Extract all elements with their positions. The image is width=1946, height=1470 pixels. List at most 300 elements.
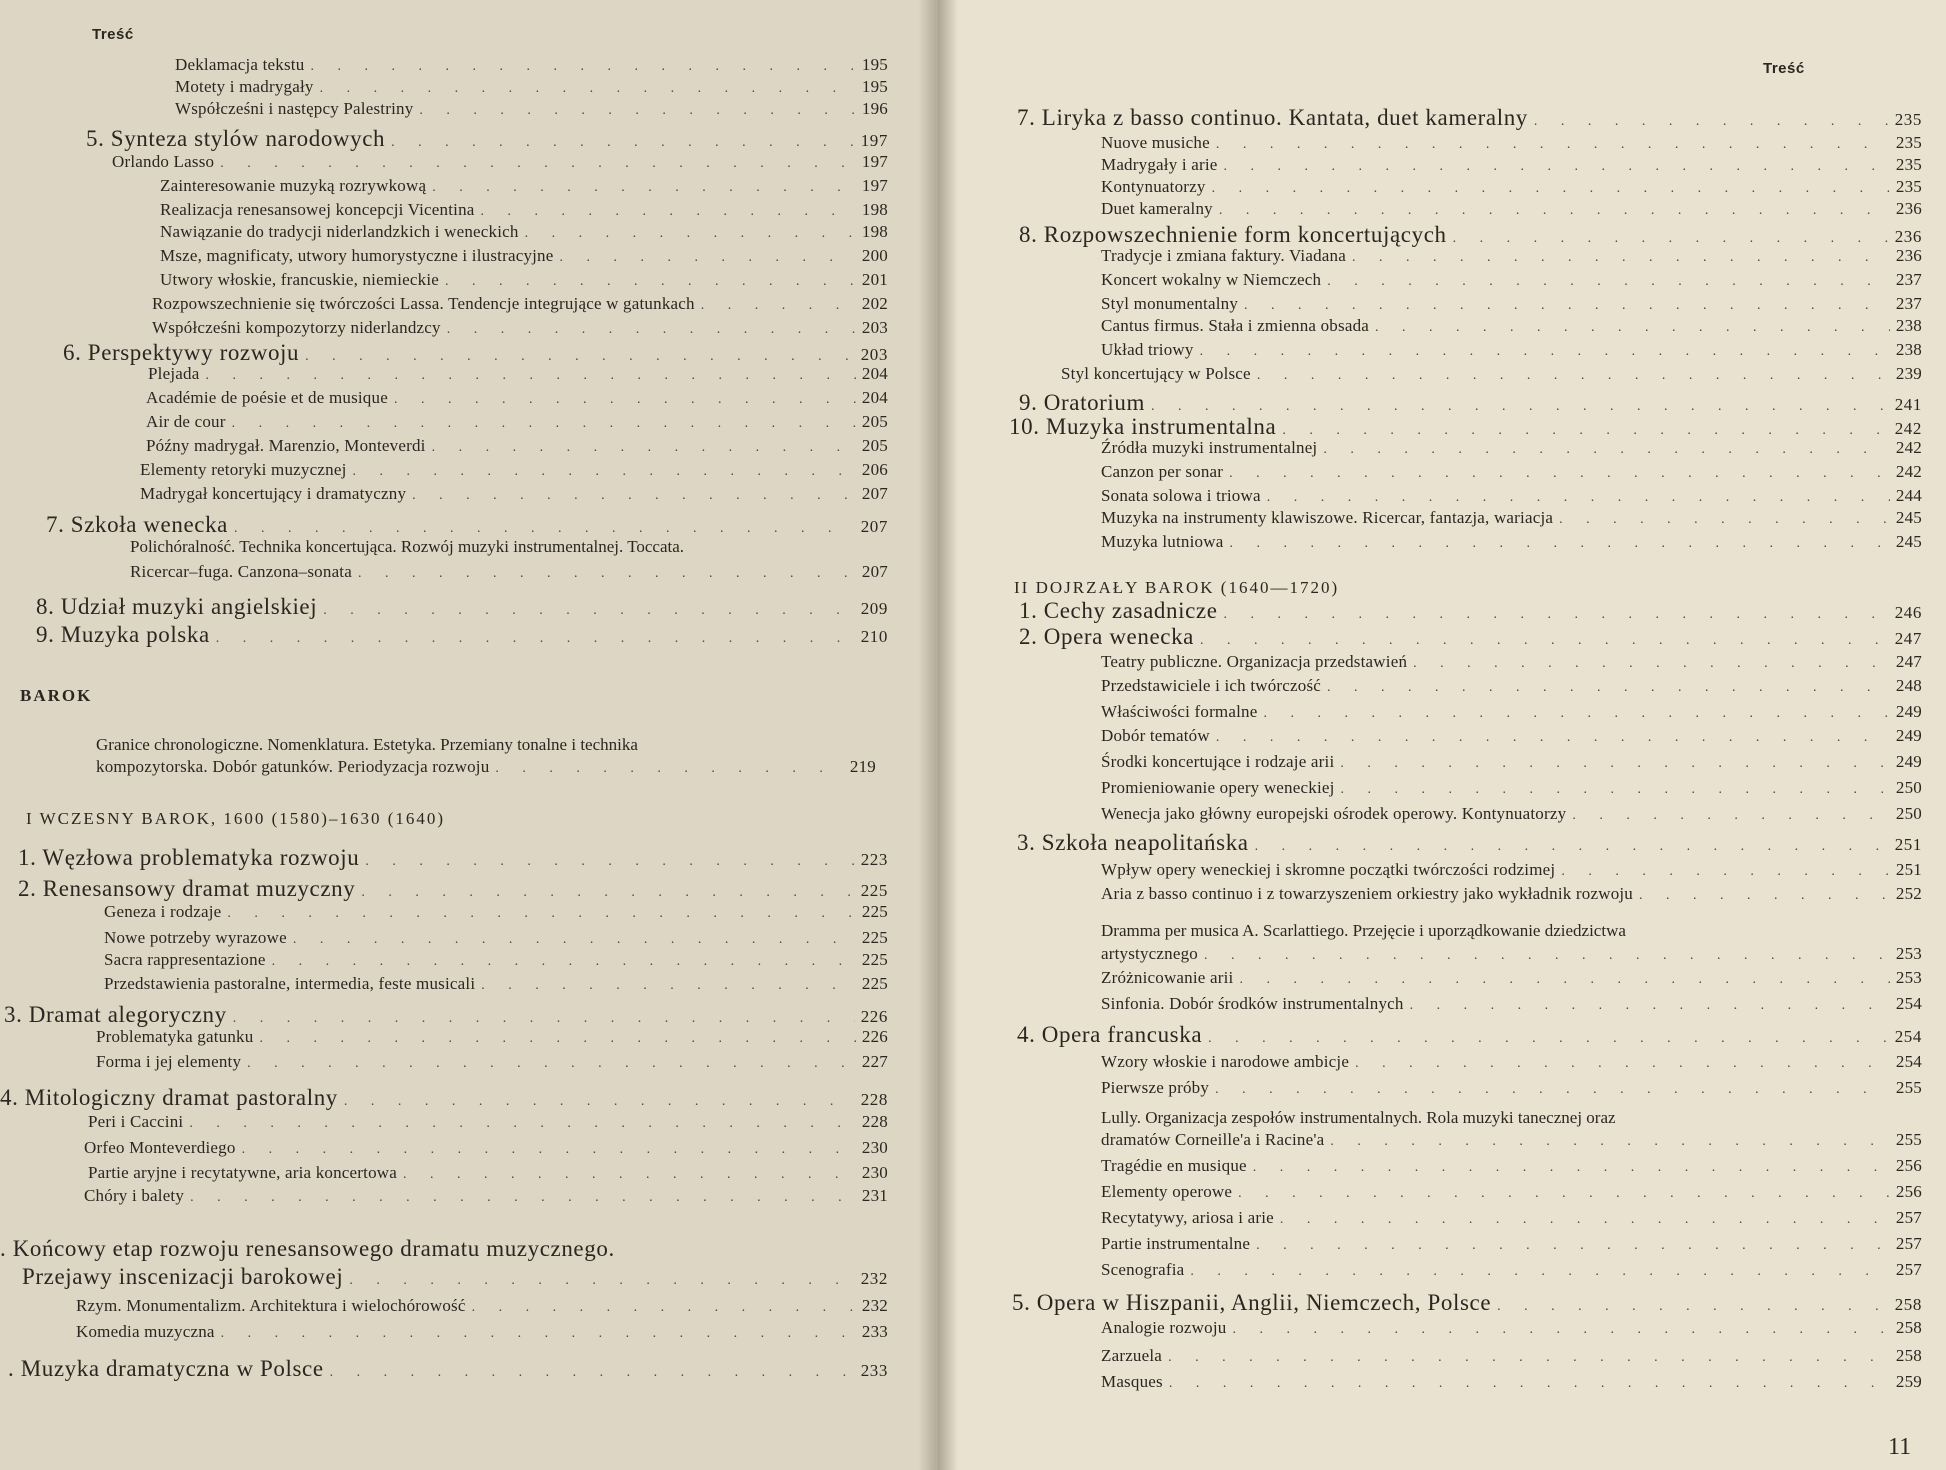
right-toc-entry (1017, 105, 1922, 131)
dot-leader (1267, 490, 1890, 506)
right-toc-entry-title: Środki koncertujące i rodzaje arii (1101, 752, 1335, 771)
dot-leader (310, 59, 855, 75)
left-toc-entry-title: Późny madrygał. Marenzio, Monteverdi (146, 436, 426, 455)
left-toc-entry-page: 231 (861, 1186, 888, 1205)
right-toc-entry-page: 257 (1895, 1260, 1922, 1279)
right-toc-entry (1101, 752, 1922, 772)
right-toc-entry (1101, 532, 1922, 552)
left-toc-entry-title: Msze, magnificaty, utwory humorystyczne i ilustracyjne (160, 246, 554, 265)
dot-leader (1257, 368, 1890, 384)
right-toc-entry (1101, 155, 1922, 175)
right-toc-entry-page: 248 (1895, 676, 1922, 695)
dot-leader (1352, 250, 1890, 266)
right-toc-entry (1061, 364, 1922, 384)
right-toc-entry-title: Styl monumentalny (1101, 294, 1239, 313)
left-toc-entry (18, 876, 888, 902)
right-toc-entry-title: artystycznego (1101, 944, 1199, 963)
left-toc-entry-page: 230 (861, 1138, 888, 1157)
right-toc-entry-title: Masques (1101, 1372, 1163, 1391)
right-toc-entry-page: 255 (1895, 1078, 1922, 1097)
right-toc-entry-title: Źródła muzyki instrumentalnej (1101, 438, 1318, 457)
dot-leader (403, 1167, 856, 1183)
dot-leader (293, 932, 856, 948)
left-toc-entry-page: 205 (861, 436, 888, 455)
dot-leader (1204, 948, 1890, 964)
right-running-header: Treść (1763, 60, 1805, 77)
left-toc-entry-page: 200 (861, 246, 888, 265)
left-toc-entry-title: Peri i Caccini (88, 1112, 184, 1131)
right-toc (936, 0, 1946, 1470)
left-toc-entry-title: Sacra rappresentazione (104, 950, 266, 969)
left-toc-entry (160, 270, 888, 290)
right-toc-entry-page: 259 (1895, 1372, 1922, 1391)
left-toc-entry-title: 1. Węzłowa problematyka rozwoju (18, 845, 360, 870)
dot-leader (247, 1056, 856, 1072)
left-toc-entry (36, 594, 888, 620)
dot-leader (190, 1190, 856, 1206)
dot-leader (1572, 808, 1890, 824)
right-toc-entry-title: 10. Muzyka instrumentalna (1009, 414, 1277, 439)
right-toc-entry-title: 2. Opera wenecka (1019, 624, 1194, 649)
left-toc-entry-page: 209 (860, 599, 888, 618)
dot-leader (305, 349, 855, 365)
right-toc-entry (1101, 438, 1922, 458)
dot-leader (1263, 706, 1889, 722)
left-toc-entry (140, 460, 888, 480)
dot-leader (330, 1365, 855, 1381)
right-toc-entry-page: 242 (1894, 419, 1922, 438)
left-toc-entry-page: 233 (860, 1361, 888, 1380)
left-toc-entry-page: 228 (861, 1112, 888, 1131)
right-toc-entry-page: 235 (1895, 155, 1922, 174)
right-toc-entry-page: 242 (1895, 462, 1922, 481)
dot-leader (1534, 114, 1889, 130)
dot-leader (447, 322, 856, 338)
dot-leader (227, 906, 855, 922)
right-toc-entry-page: 237 (1895, 270, 1922, 289)
right-toc-entry-page: 258 (1895, 1318, 1922, 1337)
right-toc-entry-title: Wenecja jako główny europejski ośrodek operowy. Kontynuatorzy (1101, 804, 1567, 823)
dot-leader (481, 204, 856, 220)
left-toc-entry (112, 152, 888, 172)
right-toc-entry (1019, 222, 1922, 248)
left-toc-entry-title: Deklamacja tekstu (175, 55, 305, 74)
dot-leader (1639, 888, 1890, 904)
dot-leader (1238, 1186, 1890, 1202)
dot-leader (394, 392, 856, 408)
right-toc-entry-title: Muzyka na instrumenty klawiszowe. Ricercar, fantazja, wariacja (1101, 508, 1554, 527)
right-toc-entry (1019, 598, 1922, 624)
dot-leader (358, 566, 856, 582)
right-toc-entry-title: dramatów Corneille'a i Racine'a (1101, 1130, 1325, 1149)
dot-leader (1375, 320, 1890, 336)
left-toc-entry-title: 3. Dramat alegoryczny (4, 1002, 227, 1027)
left-running-header: Treść (92, 26, 134, 43)
left-toc-entry-page: 196 (861, 99, 888, 118)
right-toc-entry (1017, 1022, 1922, 1048)
dot-leader (1497, 1299, 1889, 1315)
left-toc-entry (104, 950, 888, 970)
left-toc-entry-title: Współcześni kompozytorzy niderlandzcy (152, 318, 441, 337)
dot-leader (1255, 839, 1889, 855)
left-toc-entry-title: Geneza i rodzaje (104, 902, 222, 921)
right-page (936, 0, 1946, 1470)
right-toc-entry-page: 254 (1894, 1027, 1922, 1046)
dot-leader (220, 156, 856, 172)
right-toc-entry-page: 236 (1894, 227, 1922, 246)
left-toc-entry-title: Orlando Lasso (112, 152, 215, 171)
left-toc-entry-title: Rzym. Monumentalizm. Architektura i wielochórowość (76, 1296, 466, 1315)
right-toc-entry-page: 258 (1894, 1295, 1922, 1314)
left-toc-entry-title: 7. Szkoła wenecka (46, 512, 228, 537)
left-toc-entry-title: 4. Mitologiczny dramat pastoralny (0, 1085, 338, 1110)
left-toc-entry-page: 197 (861, 152, 888, 171)
left-toc-entry (8, 1356, 888, 1382)
left-toc-entry-page: 230 (861, 1163, 888, 1182)
right-toc-entry-page: 245 (1895, 508, 1922, 527)
right-toc-entry-title: Pierwsze próby (1101, 1078, 1210, 1097)
left-toc-entry (46, 512, 888, 538)
right-toc-entry-title: Wzory włoskie i narodowe ambicje (1101, 1052, 1350, 1071)
section-early-baroque-heading: I WCZESNY BAROK, 1600 (1580)–1630 (1640) (26, 809, 446, 828)
right-toc-entry (1101, 652, 1922, 672)
left-toc-entry-title: Przejawy inscenizacji barokowej (22, 1264, 344, 1289)
left-toc-entry-title: Elementy retoryki muzycznej (140, 460, 347, 479)
left-toc-entry (86, 126, 888, 152)
left-toc-entry (175, 77, 888, 97)
right-toc-entry-page: 239 (1895, 364, 1922, 383)
right-toc-entry (1101, 246, 1922, 266)
left-toc-entry (76, 1296, 888, 1316)
right-toc-entry (1101, 270, 1922, 290)
dot-leader (1219, 203, 1890, 219)
right-toc-entry-title: 4. Opera francuska (1017, 1022, 1203, 1047)
left-toc-entry-title: Nowe potrzeby wyrazowe (104, 928, 287, 947)
right-toc-entry (1101, 1130, 1922, 1150)
right-toc-entry (1101, 294, 1922, 314)
dot-leader (1453, 231, 1889, 247)
right-toc-entry-page: 237 (1895, 294, 1922, 313)
dot-leader (221, 1326, 856, 1342)
right-toc-entry (1101, 884, 1922, 904)
left-toc-entry-page: 203 (860, 345, 888, 364)
dot-leader (259, 1031, 855, 1047)
dot-leader (1212, 181, 1890, 197)
right-toc-entry-page: 255 (1895, 1130, 1922, 1149)
left-toc-entry-page: 195 (861, 77, 888, 96)
dot-leader (1253, 1160, 1890, 1176)
right-toc-entry-title: Recytatywy, ariosa i arie (1101, 1208, 1274, 1227)
left-toc-entry (146, 388, 888, 408)
dot-leader (472, 1300, 856, 1316)
dot-leader (353, 464, 856, 480)
right-toc-entry-title: Układ triowy (1101, 340, 1194, 359)
right-toc-entry-page: 244 (1895, 486, 1922, 505)
left-toc-entry-title: 9. Muzyka polska (36, 622, 210, 647)
right-toc-entry-page: 251 (1894, 835, 1922, 854)
right-toc-entry-title: Wpływ opery weneckiej i skromne początki twórczości rodzimej (1101, 860, 1556, 879)
right-toc-entry-title: Promieniowanie opery weneckiej (1101, 778, 1335, 797)
left-toc-entry-page: 203 (861, 318, 888, 337)
right-toc-entry-page: 256 (1895, 1182, 1922, 1201)
left-toc-entry-page: 198 (861, 222, 888, 241)
right-toc-entry (1101, 1208, 1922, 1228)
left-toc-entry (175, 55, 888, 75)
lully-line-1: Lully. Organizacja zespołów instrumentalnych. Rola muzyki tanecznej oraz (1101, 1108, 1616, 1127)
right-toc-entry-title: Canzon per sonar (1101, 462, 1224, 481)
left-toc-entry (104, 974, 888, 994)
dot-leader (1216, 730, 1890, 746)
left-toc-entry (160, 200, 888, 220)
right-toc-entry-title: Nuove musiche (1101, 133, 1210, 152)
right-toc-entry-page: 256 (1895, 1156, 1922, 1175)
section-mature-baroque-heading: II DOJRZAŁY BAROK (1640—1720) (1014, 578, 1340, 597)
left-toc-entry (88, 1112, 888, 1132)
left-toc-entry-page: 198 (861, 200, 888, 219)
right-toc-entry (1101, 726, 1922, 746)
dot-leader (1340, 756, 1890, 772)
dot-leader (560, 250, 856, 266)
left-toc-entry (140, 484, 888, 504)
left-toc-entry-page: 225 (861, 928, 888, 947)
dot-leader (323, 603, 854, 619)
right-toc-entry-page: 241 (1894, 395, 1922, 414)
left-toc-entry-page: 227 (861, 1052, 888, 1071)
right-toc-entry (1019, 624, 1922, 650)
left-toc-entry (0, 1085, 888, 1111)
left-toc-entry (175, 99, 888, 119)
right-toc-entry (1101, 486, 1922, 506)
dot-leader (344, 1094, 855, 1110)
dot-leader (412, 488, 856, 504)
right-toc-entry-title: Kontynuatorzy (1101, 177, 1206, 196)
right-toc-entry (1101, 199, 1922, 219)
left-toc-entry-title: Problematyka gatunku (96, 1027, 254, 1046)
left-toc-entry-title: Chóry i balety (84, 1186, 185, 1205)
dot-leader (1229, 536, 1889, 552)
venice-subtopics-line: Polichóralność. Technika koncertująca. Rozwój muzyki instrumentalnej. Toccata. (130, 537, 685, 556)
right-toc-entry-title: Sonata solowa i triowa (1101, 486, 1261, 505)
dot-leader (1232, 1322, 1889, 1338)
right-toc-entry (1101, 676, 1922, 696)
right-toc-entry-page: 238 (1895, 316, 1922, 335)
left-toc-entry-page: 207 (861, 562, 888, 581)
left-toc-entry (130, 562, 888, 582)
right-toc-entry (1101, 968, 1922, 988)
left-toc-entry-title: Partie aryjne i recytatywne, aria koncertowa (88, 1163, 397, 1182)
dot-leader (1216, 137, 1890, 153)
right-toc-entry-title: Cantus firmus. Stała i zmienna obsada (1101, 316, 1370, 335)
dramma-line-1: Dramma per musica A. Scarlattiego. Przejęcie i uporządkowanie dziedzictwa (1101, 921, 1626, 940)
left-toc-entry-title: Orfeo Monteverdiego (84, 1138, 236, 1157)
right-toc-entry-title: 7. Liryka z basso continuo. Kantata, duet kameralny (1017, 105, 1528, 130)
dot-leader (1200, 344, 1890, 360)
left-toc-entry-title: Przedstawienia pastoralne, intermedia, feste musicali (104, 974, 476, 993)
right-toc-entry-page: 254 (1895, 1052, 1922, 1071)
left-toc-entry (36, 622, 888, 648)
dot-leader (205, 368, 855, 384)
right-toc-entry-title: Partie instrumentalne (1101, 1234, 1251, 1253)
left-toc-entry (22, 1264, 888, 1290)
right-toc-entry-page: 247 (1894, 629, 1922, 648)
dot-leader (1224, 159, 1890, 175)
right-toc-entry (1101, 340, 1922, 360)
right-toc-entry-page: 250 (1895, 778, 1922, 797)
dot-leader (272, 954, 856, 970)
right-toc-entry-title: 5. Opera w Hiszpanii, Anglii, Niemczech, Polsce (1012, 1290, 1492, 1315)
right-toc-entry (1101, 778, 1922, 798)
right-toc-entry-title: Sinfonia. Dobór środków instrumentalnych (1101, 994, 1404, 1013)
right-toc-entry (1101, 1346, 1922, 1366)
left-toc-entry (152, 318, 888, 338)
left-toc-entry (146, 412, 888, 432)
dot-leader (419, 103, 855, 119)
right-toc-entry-title: Aria z basso continuo i z towarzyszeniem orkiestry jako wykładnik rozwoju (1101, 884, 1634, 903)
left-toc-entry (148, 364, 888, 384)
dot-leader (1190, 1264, 1890, 1280)
right-toc-entry (1101, 1234, 1922, 1254)
dot-leader (1341, 782, 1890, 798)
right-toc-entry-page: 246 (1894, 603, 1922, 622)
dot-leader (1323, 442, 1890, 458)
dot-leader (1224, 607, 1889, 623)
left-toc-entry-title: Komedia muzyczna (76, 1322, 215, 1341)
dot-leader (391, 135, 855, 151)
dot-leader (320, 81, 856, 97)
left-toc-entry-page: 223 (860, 850, 888, 869)
dot-leader (216, 631, 855, 647)
left-toc-entry-page: 232 (860, 1269, 888, 1288)
right-toc-entry-page: 235 (1894, 110, 1922, 129)
dot-leader (1168, 1350, 1890, 1366)
right-toc-entry-page: 257 (1895, 1208, 1922, 1227)
left-toc-entry-title: 5. Synteza stylów narodowych (86, 126, 386, 151)
left-toc-entry (160, 222, 888, 242)
right-toc-entry-title: Tragédie en musique (1101, 1156, 1247, 1175)
right-toc-entry (1009, 414, 1922, 440)
dot-leader (189, 1116, 856, 1132)
right-toc-entry (1101, 316, 1922, 336)
left-page (0, 0, 936, 1470)
dot-leader (233, 1011, 855, 1027)
right-toc-entry-title: Koncert wokalny w Niemczech (1101, 270, 1322, 289)
left-toc-entry-title: Motety i madrygały (175, 77, 314, 96)
left-toc-entry (160, 246, 888, 266)
left-toc-entry-page: 204 (861, 364, 888, 383)
dot-leader (1282, 423, 1888, 439)
right-toc-entry-title: Madrygały i arie (1101, 155, 1218, 174)
right-toc-entry (1101, 1182, 1922, 1202)
right-toc-entry-title: 9. Oratorium (1019, 390, 1146, 415)
right-toc-entry (1101, 944, 1922, 964)
left-toc-entry-page: 202 (861, 294, 888, 313)
dot-leader (445, 274, 856, 290)
right-toc-entry-page: 235 (1895, 177, 1922, 196)
right-toc-entry-title: Zróżnicowanie arii (1101, 968, 1234, 987)
left-toc-entry-title: 8. Udział muzyki angielskiej (36, 594, 318, 619)
right-toc-entry-page: 245 (1895, 532, 1922, 551)
dot-leader (701, 298, 856, 314)
left-toc-entry-title: Air de cour (146, 412, 226, 431)
left-toc-entry-title: Académie de poésie et de musique (146, 388, 388, 407)
right-toc-entry-page: 235 (1895, 133, 1922, 152)
left-toc (0, 0, 936, 1470)
left-toc-entry-page: 207 (861, 484, 888, 503)
right-toc-entry-page: 236 (1895, 199, 1922, 218)
dot-leader (1330, 1134, 1890, 1150)
right-toc-entry-page: 253 (1895, 968, 1922, 987)
dot-leader (1327, 274, 1890, 290)
dot-leader (1169, 1376, 1890, 1392)
right-toc-entry (1101, 994, 1922, 1014)
left-toc-entry-page: 201 (861, 270, 888, 289)
dot-leader (1280, 1212, 1890, 1228)
left-toc-entry (63, 340, 888, 366)
left-toc-entry (84, 1138, 888, 1158)
left-toc-entry-page: 225 (861, 974, 888, 993)
left-toc-entry (76, 1322, 888, 1342)
dot-leader (242, 1142, 856, 1158)
dot-leader (1244, 298, 1890, 314)
dot-leader (1327, 680, 1890, 696)
left-toc-entry (146, 436, 888, 456)
right-toc-entry-page: 249 (1895, 752, 1922, 771)
left-toc-entry-title: Forma i jej elementy (96, 1052, 242, 1071)
right-toc-entry-page: 249 (1895, 702, 1922, 721)
left-toc-entry-page: 207 (860, 517, 888, 536)
right-toc-entry-title: Analogie rozwoju (1101, 1318, 1227, 1337)
left-toc-entry-title: Nawiązanie do tradycji niderlandzkich i weneckich (160, 222, 519, 241)
left-toc-entry (88, 1163, 888, 1183)
right-toc-entry (1101, 1052, 1922, 1072)
left-toc-entry-title: 6. Perspektywy rozwoju (63, 340, 300, 365)
page-number: 11 (1888, 1434, 1912, 1460)
right-toc-entry (1101, 1156, 1922, 1176)
dot-leader (1559, 512, 1890, 528)
left-toc-entry-page: 206 (861, 460, 888, 479)
right-toc-entry-title: Muzyka lutniowa (1101, 532, 1224, 551)
right-toc-entry (1019, 390, 1922, 416)
left-toc-entry (104, 928, 888, 948)
dot-leader (1208, 1031, 1889, 1047)
dot-leader (1151, 399, 1889, 415)
dot-leader (432, 440, 856, 456)
dot-leader (1413, 656, 1890, 672)
right-toc-entry (1101, 133, 1922, 153)
right-toc-entry-page: 242 (1895, 438, 1922, 457)
left-toc-entry-title: 2. Renesansowy dramat muzyczny (18, 876, 356, 901)
right-toc-entry (1101, 1318, 1922, 1338)
left-toc-entry (96, 1027, 888, 1047)
left-toc-entry-page: 225 (860, 881, 888, 900)
left-toc-entry-title: Współcześni i następcy Palestriny (175, 99, 414, 118)
dot-leader (1200, 633, 1889, 649)
right-toc-entry (1017, 830, 1922, 856)
right-toc-entry-title: 1. Cechy zasadnicze (1019, 598, 1218, 623)
dot-leader (481, 978, 856, 994)
right-toc-entry-page: 238 (1895, 340, 1922, 359)
left-toc-entry-page: 232 (861, 1296, 888, 1315)
right-toc-entry-page: 254 (1895, 994, 1922, 1013)
right-toc-entry-title: Teatry publiczne. Organizacja przedstawień (1101, 652, 1408, 671)
left-toc-entry (18, 845, 888, 871)
dot-leader (234, 521, 855, 537)
left-toc-entry (104, 902, 888, 922)
right-toc-entry-page: 251 (1895, 860, 1922, 879)
final-stage-line-1: . Końcowy etap rozwoju renesansowego dramatu muzycznego. (0, 1236, 615, 1261)
left-toc-entry-title: Rozpowszechnienie się twórczości Lassa. Tendencje integrujące w gatunkach (152, 294, 695, 313)
right-toc-entry-page: 249 (1895, 726, 1922, 745)
